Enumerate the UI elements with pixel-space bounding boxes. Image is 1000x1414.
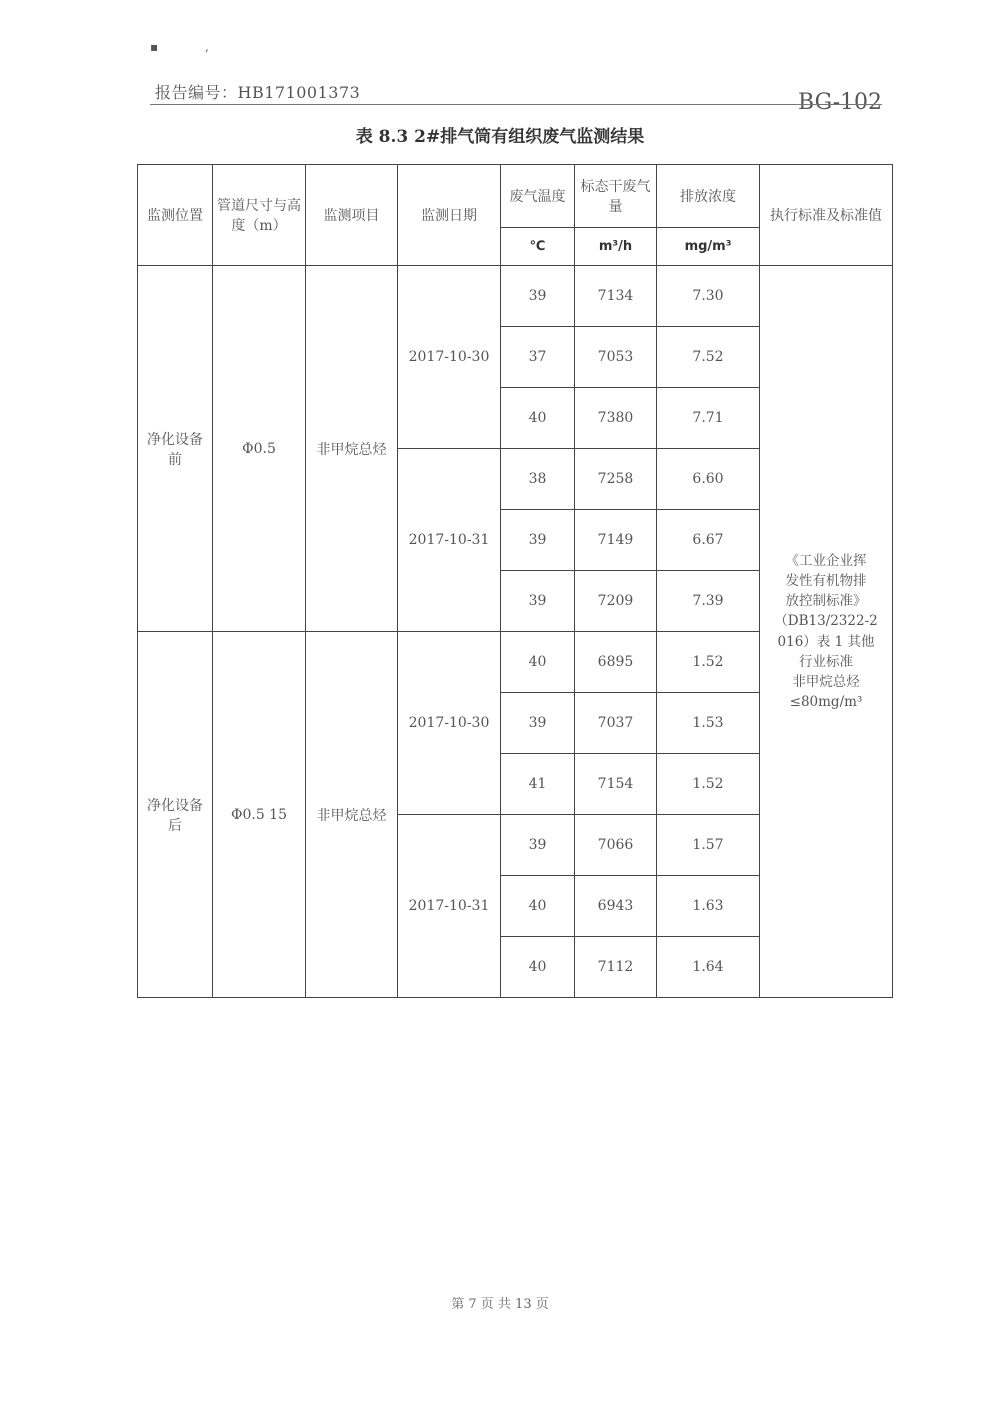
date-cell: 2017-10-30 [398,266,501,449]
flow-cell: 7134 [575,266,657,327]
standard-line: 行业标准 [799,653,853,670]
date-cell: 2017-10-31 [398,815,501,998]
concentration-cell: 1.64 [657,937,760,998]
header-flow: 标态干废气量 [575,165,657,228]
table-row [138,266,893,327]
concentration-cell: 7.39 [657,571,760,632]
header-date: 监测日期 [398,165,501,266]
pipe-size-cell: Φ0.5 15 [213,632,306,998]
flow-cell: 6943 [575,876,657,937]
temperature-cell: 39 [501,266,575,327]
concentration-cell: 6.60 [657,449,760,510]
concentration-cell: 7.30 [657,266,760,327]
standard-line: 《工业企业挥 [785,552,867,569]
unit-concentration: mg/m³ [657,228,760,266]
flow-cell: 7037 [575,693,657,754]
temperature-cell: 40 [501,876,575,937]
temperature-cell: 39 [501,571,575,632]
standard-line: 放控制标准》 [785,593,867,609]
page-footer: 第 7 页 共 13 页 [451,1297,549,1312]
location-cell: 净化设备前 [138,266,213,632]
unit-temperature: ℃ [501,228,575,266]
standard-line: 发性有机物排 [785,572,867,589]
pipe-size-cell: Φ0.5 [213,266,306,632]
header-concentration: 排放浓度 [657,165,760,228]
standard-line: ≤80mg/m³ [789,694,863,711]
header-standard: 执行标准及标准值 [760,165,893,266]
concentration-cell: 1.57 [657,815,760,876]
scan-mark: , [205,40,209,54]
temperature-cell: 41 [501,754,575,815]
flow-cell: 6895 [575,632,657,693]
date-cell: 2017-10-30 [398,632,501,815]
header-temperature: 废气温度 [501,165,575,228]
document-code: BG-102 [798,90,882,115]
flow-cell: 7380 [575,388,657,449]
item-cell: 非甲烷总烃 [306,632,398,998]
location-cell: 净化设备后 [138,632,213,998]
temperature-cell: 40 [501,388,575,449]
unit-flow: m³/h [575,228,657,266]
concentration-cell: 7.71 [657,388,760,449]
monitoring-results-table [137,164,893,998]
concentration-cell: 1.52 [657,754,760,815]
header-pipe-size: 管道尺寸与高度（m） [213,165,306,266]
standard-line: 非甲烷总烃 [792,674,860,690]
flow-cell: 7112 [575,937,657,998]
item-cell: 非甲烷总烃 [306,266,398,632]
concentration-cell: 6.67 [657,510,760,571]
flow-cell: 7258 [575,449,657,510]
header-item: 监测项目 [306,165,398,266]
standard-line: 016）表 1 其他 [777,633,875,650]
temperature-cell: 40 [501,632,575,693]
temperature-cell: 37 [501,327,575,388]
scan-mark: ▪ [150,40,159,54]
flow-cell: 7154 [575,754,657,815]
concentration-cell: 1.53 [657,693,760,754]
concentration-cell: 1.63 [657,876,760,937]
concentration-cell: 7.52 [657,327,760,388]
date-cell: 2017-10-31 [398,449,501,632]
flow-cell: 7066 [575,815,657,876]
table-title: 表 8.3 2#排气筒有组织废气监测结果 [355,127,645,147]
temperature-cell: 40 [501,937,575,998]
flow-cell: 7149 [575,510,657,571]
flow-cell: 7209 [575,571,657,632]
flow-cell: 7053 [575,327,657,388]
header-divider [150,104,882,105]
report-number: 报告编号：HB171001373 [155,83,361,102]
temperature-cell: 38 [501,449,575,510]
temperature-cell: 39 [501,693,575,754]
standard-cell [760,266,893,998]
concentration-cell: 1.52 [657,632,760,693]
temperature-cell: 39 [501,815,575,876]
header-location: 监测位置 [138,165,213,266]
temperature-cell: 39 [501,510,575,571]
standard-line: （DB13/2322-2 [774,613,878,630]
